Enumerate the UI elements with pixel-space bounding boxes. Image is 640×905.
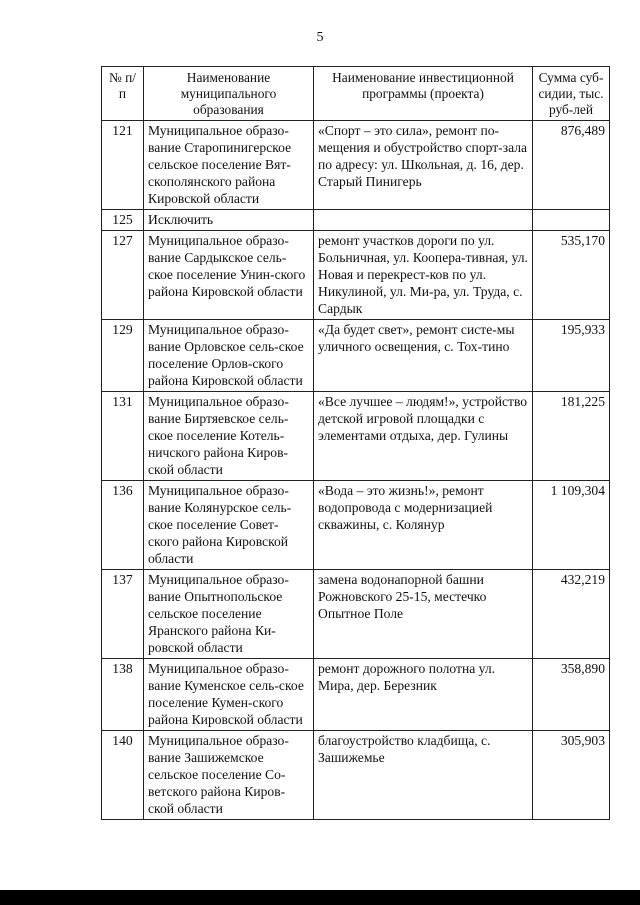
table-row: [102, 231, 610, 320]
row-amount: 358,890: [533, 659, 610, 731]
table-row: [102, 731, 610, 820]
row-amount: 1 109,304: [533, 481, 610, 570]
row-program: благоустройство кладбища, с. Зашижемье: [314, 731, 533, 820]
row-program: ремонт дорожного полотна ул. Мира, дер. Березник: [314, 659, 533, 731]
header-program: Наименование инвестиционной программы (проекта): [314, 67, 533, 121]
row-amount: 535,170: [533, 231, 610, 320]
row-number: 129: [102, 320, 144, 392]
row-number: 125: [102, 210, 144, 231]
row-number: 138: [102, 659, 144, 731]
header-amount: Сумма суб-сидии, тыс. руб-лей: [533, 67, 610, 121]
subsidy-table: [101, 66, 610, 820]
row-program: «Все лучшее – людям!», устройство детской игровой площадки с элементами отдыха, дер. Гулины: [314, 392, 533, 481]
row-municipality: Муниципальное образо-вание Колянурское сель-ское поселение Совет-ского района Кировской области: [144, 481, 314, 570]
table-row: [102, 210, 610, 231]
row-municipality: Муниципальное образо-вание Старопинигерское сельское поселение Вят-скополянского района Кировской области: [144, 121, 314, 210]
row-amount: 195,933: [533, 320, 610, 392]
table-row: [102, 121, 610, 210]
table-row: [102, 570, 610, 659]
table-header-row: [102, 67, 610, 121]
row-number: 137: [102, 570, 144, 659]
page-number: 5: [316, 30, 324, 45]
row-municipality: Муниципальное образо-вание Сардыкское сель-ское поселение Унин-ского района Кировской области: [144, 231, 314, 320]
row-amount: 305,903: [533, 731, 610, 820]
row-amount: [533, 210, 610, 231]
row-program: «Да будет свет», ремонт систе-мы уличного освещения, с. Тох-тино: [314, 320, 533, 392]
header-number: № п/п: [102, 67, 144, 121]
table-row: [102, 320, 610, 392]
row-municipality: Исключить: [144, 210, 314, 231]
table-row: [102, 392, 610, 481]
row-number: 127: [102, 231, 144, 320]
row-program: замена водонапорной башни Рожновского 25-15, местечко Опытное Поле: [314, 570, 533, 659]
row-municipality: Муниципальное образо-вание Зашижемское сельское поселение Со-ветского района Киров-ской области: [144, 731, 314, 820]
table-row: [102, 659, 610, 731]
table-row: [102, 481, 610, 570]
row-municipality: Муниципальное образо-вание Орловское сель-ское поселение Орлов-ского района Кировской области: [144, 320, 314, 392]
row-program: «Спорт – это сила», ремонт по-мещения и обустройство спорт-зала по адресу: ул. Школьная, д. 16, дер. Старый Пинигерь: [314, 121, 533, 210]
row-number: 121: [102, 121, 144, 210]
row-number: 140: [102, 731, 144, 820]
row-amount: 876,489: [533, 121, 610, 210]
row-number: 136: [102, 481, 144, 570]
row-municipality: Муниципальное образо-вание Куменское сель-ское поселение Кумен-ского района Кировской области: [144, 659, 314, 731]
row-program: [314, 210, 533, 231]
row-number: 131: [102, 392, 144, 481]
row-amount: 181,225: [533, 392, 610, 481]
row-program: ремонт участков дороги по ул. Больничная, ул. Коопера-тивная, ул. Новая и перекрест-ков по ул. Никулиной, ул. Ми-ра, ул. Труда, с. Сардык: [314, 231, 533, 320]
row-municipality: Муниципальное образо-вание Опытнопольское сельское поселение Яранского района Ки-ровской области: [144, 570, 314, 659]
scan-bottom-edge: [0, 890, 640, 905]
header-municipality: Наименование муниципального образования: [144, 67, 314, 121]
row-program: «Вода – это жизнь!», ремонт водопровода с модернизацией скважины, с. Колянур: [314, 481, 533, 570]
row-amount: 432,219: [533, 570, 610, 659]
row-municipality: Муниципальное образо-вание Биртяевское сель-ское поселение Котель-ничского района Киров-ской области: [144, 392, 314, 481]
